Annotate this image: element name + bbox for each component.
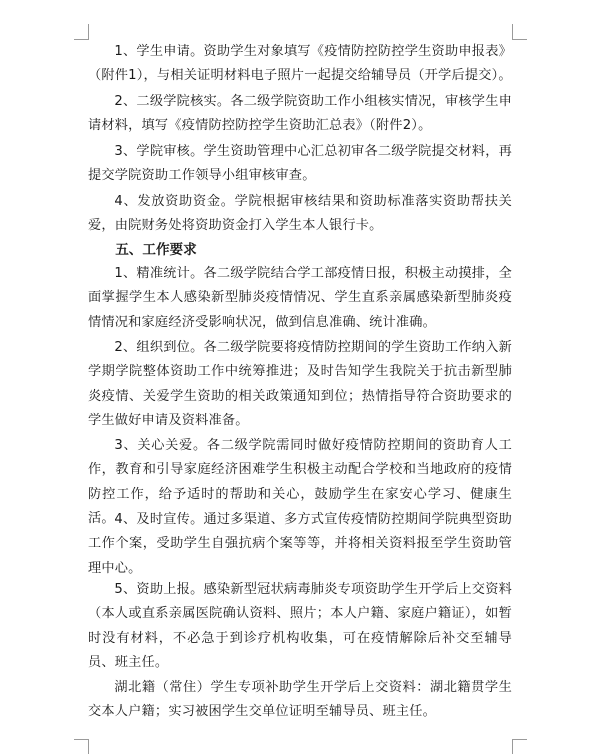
section-heading: 五、工作要求 [115, 242, 197, 258]
corner-mark-bottom-left [88, 739, 89, 754]
paragraph-hubei-note: 湖北籍（常住）学生专项补助学生开学后上交资料：湖北籍贯学生交本人户籍；实习被困学生交单位证明至辅导员、班主任。 [88, 680, 512, 720]
paragraph-step-2: 2、二级学院核实。各二级学院资助工作小组核实情况，审核学生申请材料，填写《疫情防控防控学生资助汇总表》（附件2）。 [88, 94, 512, 134]
paragraph-requirement-1: 1、精准统计。各二级学院结合学工部疫情日报，积极主动摸排，全面掌握学生本人感染新型肺炎疫情情况、学生直系亲属感染新型肺炎疫情情况和家庭经济受影响状况，做到信息准确、统计准确。 [88, 266, 512, 330]
corner-mark-top-right [512, 24, 513, 39]
corner-mark-bottom-left [74, 739, 89, 740]
corner-mark-top-right [512, 39, 527, 40]
corner-mark-bottom-right [512, 739, 527, 740]
paragraph-requirement-2: 2、组织到位。各二级学院要将疫情防控期间的学生资助工作纳入新学期学院整体资助工作中统筹推进；及时告知学生我院关于抗击新型肺炎疫情、关爱学生资助的相关政策通知到位；热情指导符合资助要求的学生做好申请及资料准备。 [88, 340, 512, 429]
corner-mark-top-left [74, 39, 89, 40]
paragraph-requirement-4: 4、及时宣传。通过多渠道、多方式宣传疫情防控期间学院典型资助工作个案，受助学生自强抗病个案等等，并将相关资料报至学生资助管理中心。 [88, 512, 512, 576]
paragraph-step-3: 3、学院审核。学生资助管理中心汇总初审各二级学院提交材料，再提交学院资助工作领导小组审核审查。 [88, 144, 512, 184]
paragraph-requirement-3: 3、关心关爱。各二级学院需同时做好疫情防控期间的资助育人工作，教育和引导家庭经济困难学生积极主动配合学校和当地政府的疫情防控工作，给予适时的帮助和关心，鼓励学生在家安心学习、健康生活。 [88, 438, 512, 527]
corner-mark-top-left [88, 24, 89, 39]
paragraph-step-4: 4、发放资助资金。学院根据审核结果和资助标准落实资助帮扶关爱，由院财务处将资助资金打入学生本人银行卡。 [88, 194, 512, 234]
paragraph-requirement-5: 5、资助上报。感染新型冠状病毒肺炎专项资助学生开学后上交资料（本人或直系亲属医院确认资料、照片；本人户籍、家庭户籍证），如暂时没有材料，不必急于到诊疗机构收集，可在疫情解除后补交至辅导员、班主任。 [88, 582, 512, 671]
paragraph-step-1: 1、学生申请。资助学生对象填写《疫情防控防控学生资助申报表》（附件1），与相关证明材料电子照片一起提交给辅导员（开学后提交）。 [88, 44, 512, 84]
corner-mark-bottom-right [512, 739, 513, 754]
